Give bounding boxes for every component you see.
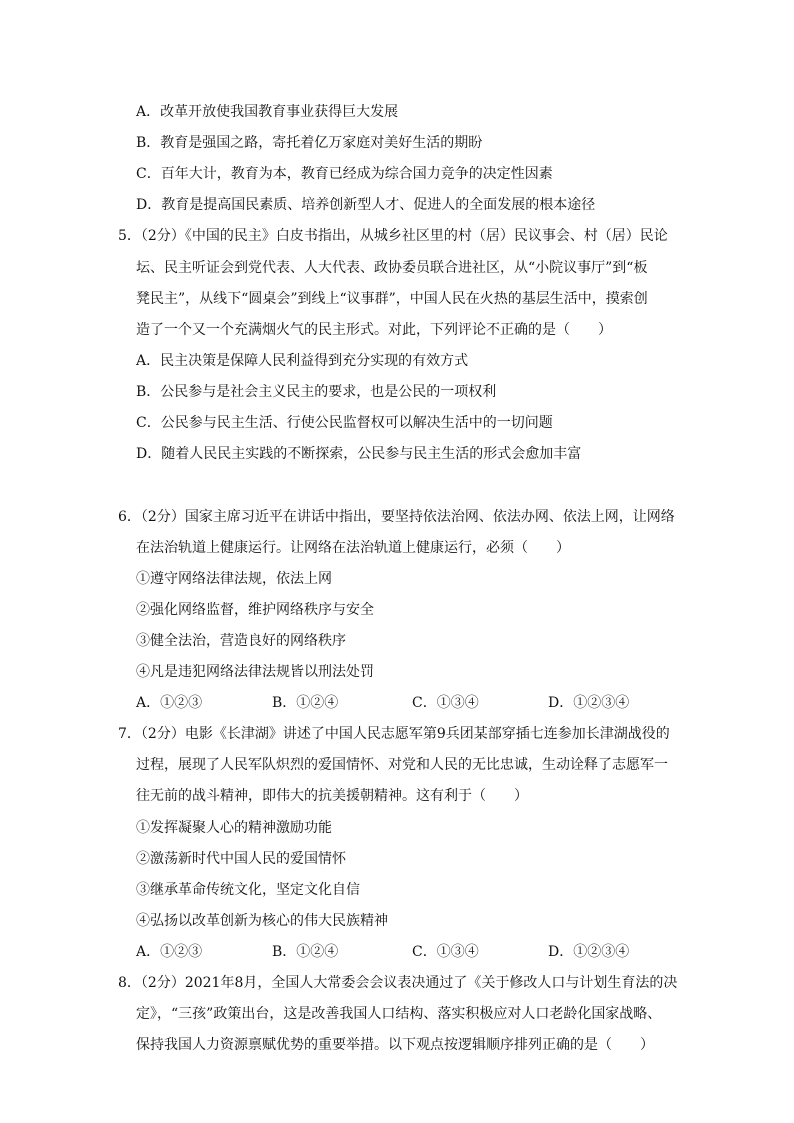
q5-option-b: B．公民参与是社会主义民主的要求，也是公民的一项权利 [136, 384, 497, 400]
q4-option-b: B．教育是强国之路，寄托着亿万家庭对美好生活的期盼 [136, 135, 483, 151]
q6-options-row [136, 693, 656, 713]
q5-stem-line-1: 5．（2分）《中国的民主》白皮书指出，从城乡社区里的村（居）民议事会、村（居）民论 [118, 228, 668, 244]
q7-option-a: A．①②③ [136, 944, 203, 960]
q6-stem-line-1: 6．（2分）国家主席习近平在讲话中指出，要坚持依法治网、依法办网、依法上网，让网络 [118, 509, 675, 525]
q7-option-b: B．①②④ [272, 944, 339, 960]
q7-statement-1: ①发挥凝聚人心的精神激励功能 [136, 820, 332, 836]
q6-statement-2: ②强化网络监督，维护网络秩序与安全 [136, 602, 374, 618]
q7-stem-line-3: 往无前的战斗精神，即伟大的抗美援朝精神。这有利于（ ） [136, 788, 528, 804]
q8-stem-line-1: 8．（2分）2021年8月，全国人大常委会会议表决通过了《关于修改人口与计划生育法的决 [118, 975, 678, 991]
q5-stem-line-2: 坛、民主听证会到党代表、人大代表、政协委员联合进社区，从“小院议事厅”到“板 [136, 260, 648, 276]
q5-option-d: D．随着人民民主实践的不断探索，公民参与民主生活的形式会愈加丰富 [136, 446, 582, 462]
q7-option-d: D．①②③④ [548, 944, 630, 960]
q6-option-d: D．①②③④ [548, 695, 630, 711]
q6-statement-1: ①遵守网络法律法规，依法上网 [136, 571, 332, 587]
q6-option-a: A．①②③ [136, 695, 203, 711]
q7-stem-line-2: 过程，展现了人民军队炽烈的爱国情怀、对党和人民的无比忠诚，生动诠释了志愿军一 [136, 757, 668, 773]
q6-option-c: C．①③④ [412, 695, 479, 711]
q7-statement-3: ③继承革命传统文化，坚定文化自信 [136, 882, 360, 898]
q7-options-row [136, 942, 656, 962]
q8-stem-line-3: 保持我国人力资源禀赋优势的重要举措。以下观点按逻辑顺序排列正确的是（ ） [136, 1037, 654, 1053]
q6-stem-line-2: 在法治轨道上健康运行。让网络在法治轨道上健康运行，必须（ ） [136, 540, 570, 556]
q4-option-a: A．改革开放使我国教育事业获得巨大发展 [136, 104, 399, 120]
q7-option-c: C．①③④ [412, 944, 479, 960]
q6-option-b: B．①②④ [272, 695, 339, 711]
q7-statement-4: ④弘扬以改革创新为核心的伟大民族精神 [136, 913, 388, 929]
q4-option-c: C．百年大计，教育为本，教育已经成为综合国力竞争的决定性因素 [136, 166, 553, 182]
q7-statement-2: ②激荡新时代中国人民的爱国情怀 [136, 851, 346, 867]
q7-stem-line-1: 7．（2分）电影《长津湖》讲述了中国人民志愿军第9兵团某部穿插七连参加长津湖战役的 [118, 726, 670, 742]
q6-statement-4: ④凡是违犯网络法律法规皆以刑法处罚 [136, 664, 374, 680]
q5-stem-line-3: 凳民主”，从线下“圆桌会”到线上“议事群”，中国人民在火热的基层生活中，摸索创 [136, 291, 648, 307]
q5-stem-line-4: 造了一个又一个充满烟火气的民主形式。对此，下列评论不正确的是（ ） [136, 322, 612, 338]
q5-option-c: C．公民参与民主生活、行使公民监督权可以解决生活中的一切问题 [136, 415, 553, 431]
q6-statement-3: ③健全法治，营造良好的网络秩序 [136, 633, 346, 649]
q4-option-d: D．教育是提高国民素质、培养创新型人才、促进人的全面发展的根本途径 [136, 197, 596, 213]
q5-option-a: A．民主决策是保障人民利益得到充分实现的有效方式 [136, 353, 469, 369]
q8-stem-line-2: 定》，“三孩”政策出台，这是改善我国人口结构、落实积极应对人口老龄化国家战略、 [136, 1006, 662, 1022]
